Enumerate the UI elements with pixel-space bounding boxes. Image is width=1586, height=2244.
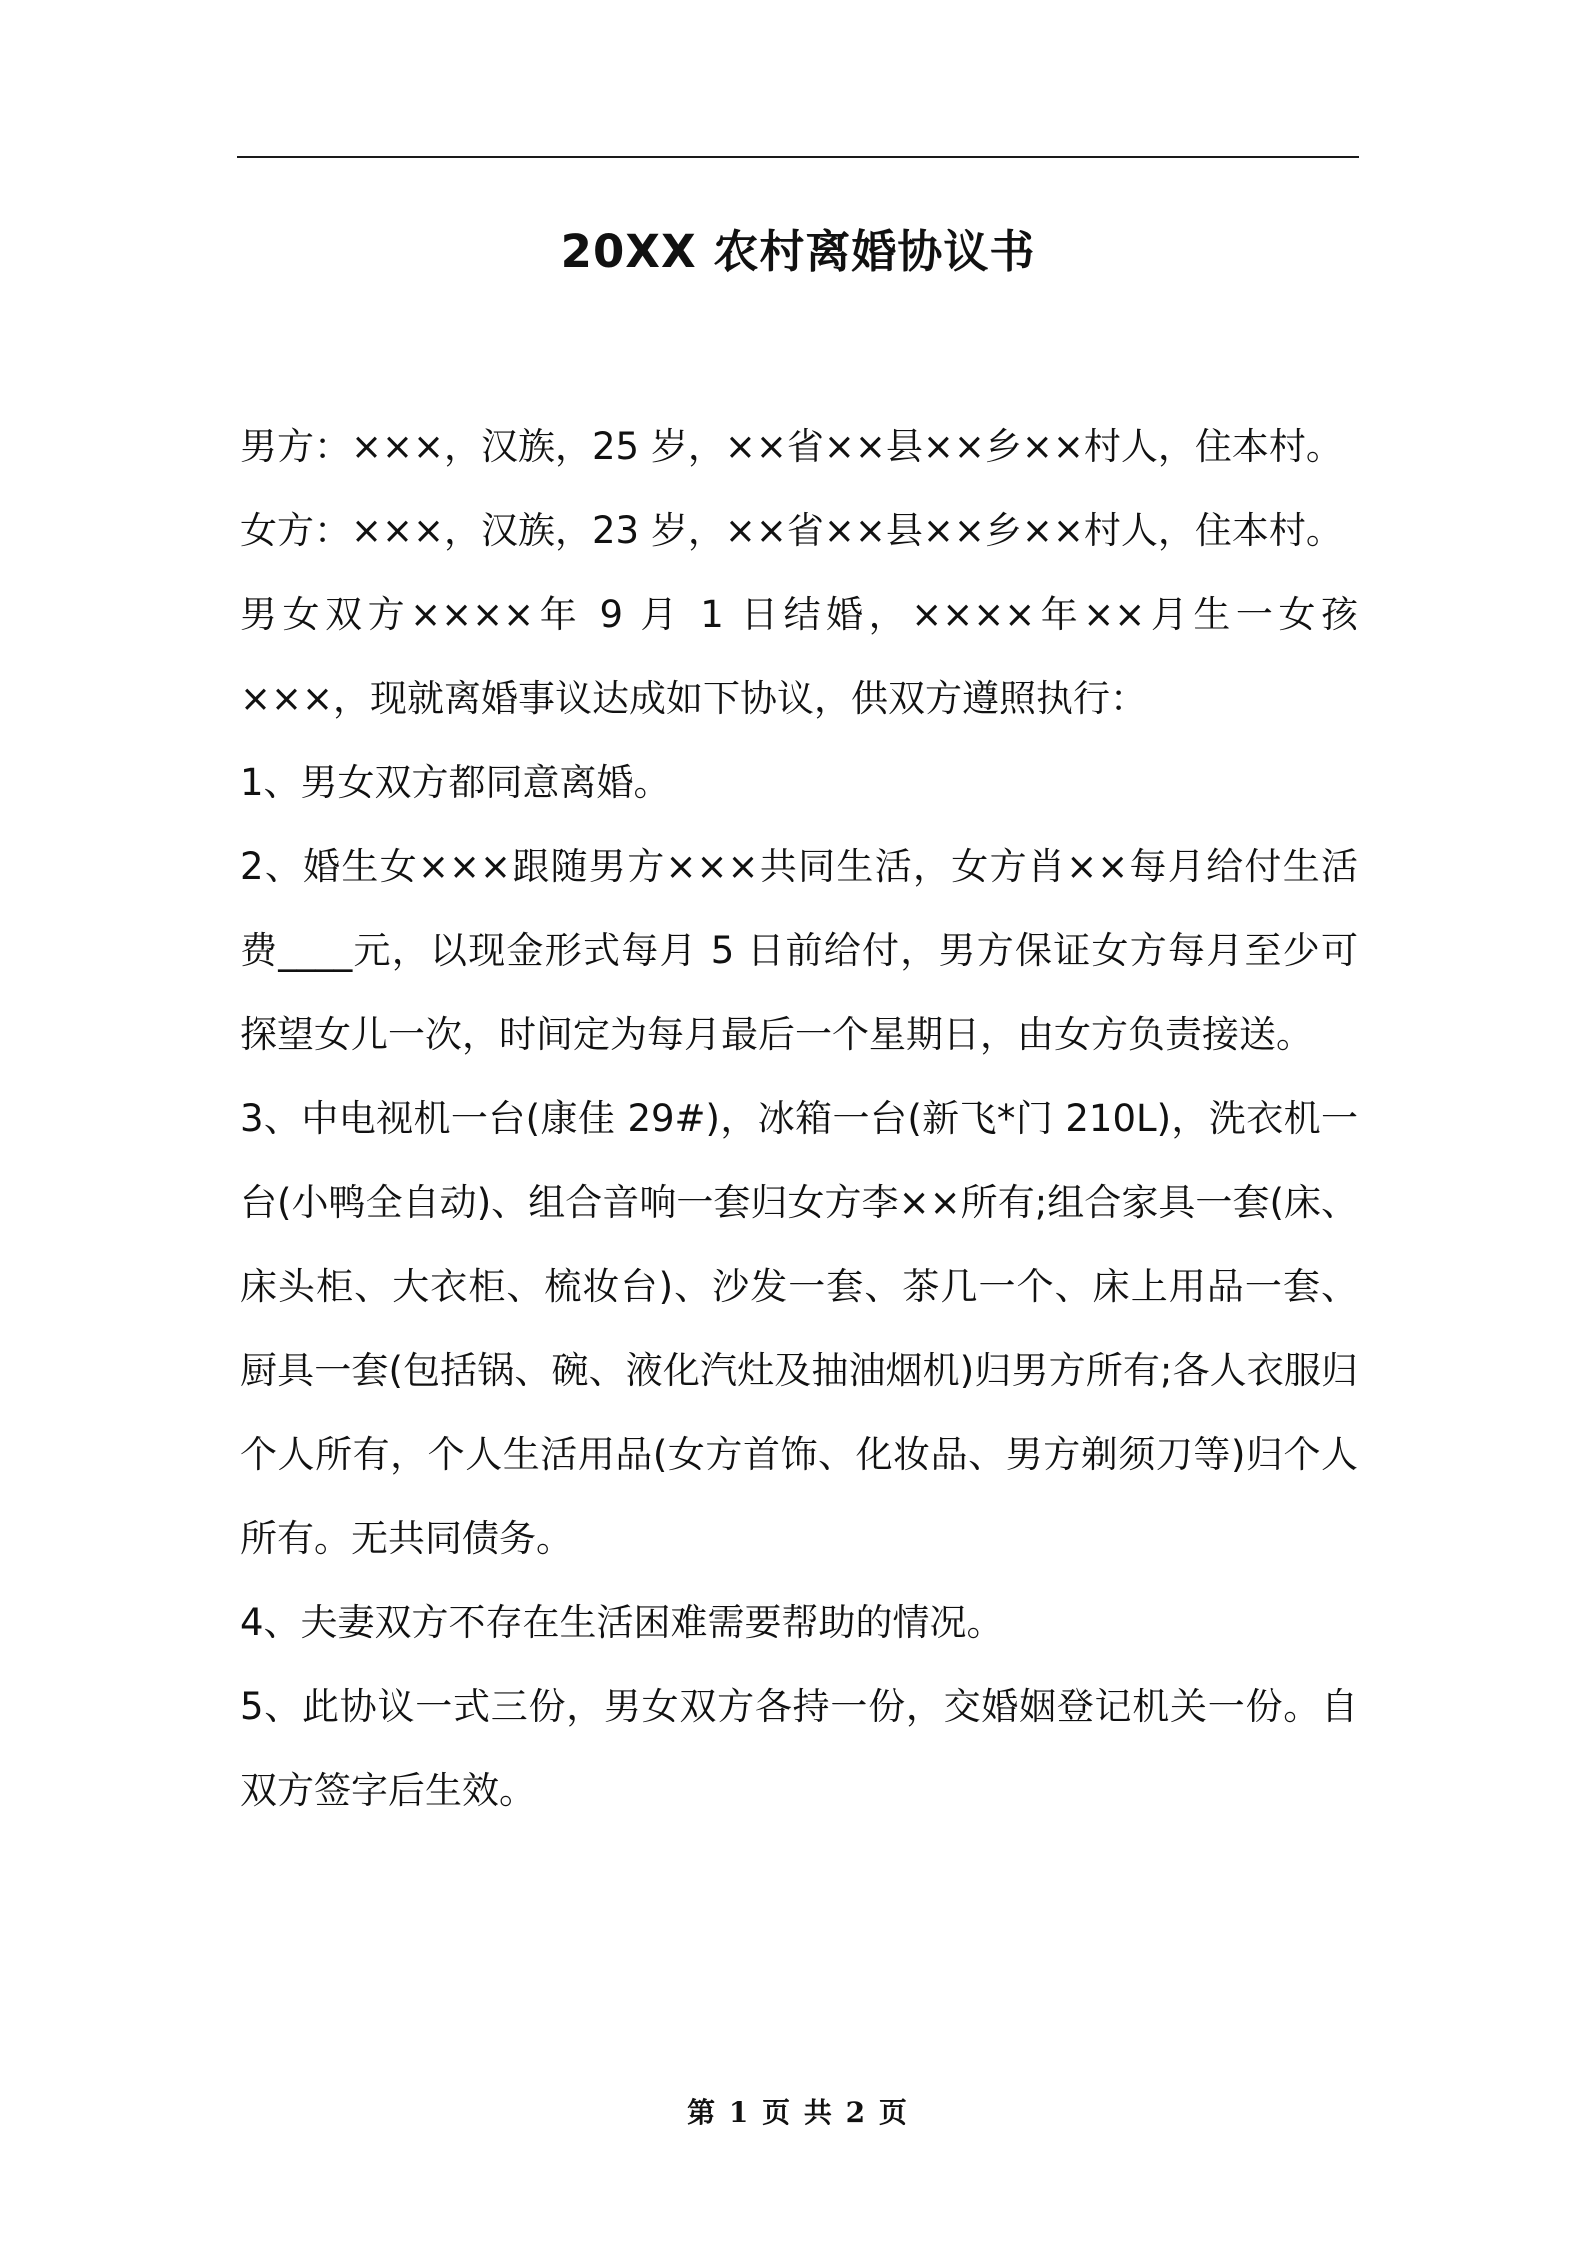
paragraph-female-party: 女方：×××，汉族，23 岁，××省××县××乡××村人，住本村。 <box>240 509 1343 552</box>
paragraph-clause-3: 3、中电视机一台(康佳 29#)，冰箱一台(新飞*门 210L)，洗衣机一台(小鸭全自动)、组合音响一套归女方李××所有;组合家具一套(床、床头柜、大衣柜、梳妆台)、沙发一套、茶几一个、床上用品一套、厨具一套(包括锅、碗、液化汽灶及抽油烟机)归男方所有;各人衣服归个人所有，个人生活用品(女方首饰、化妆品、男方剃须刀等)归个人所有。无共同债务。 <box>240 1097 1358 1560</box>
paragraph-marriage-background: 男女双方××××年 9 月 1 日结婚，××××年××月生一女孩×××，现就离婚事议达成如下协议，供双方遵照执行： <box>240 593 1358 720</box>
paragraph-male-party: 男方：×××，汉族，25 岁，××省××县××乡××村人，住本村。 <box>240 425 1343 468</box>
header-rule <box>237 156 1359 158</box>
paragraph-clause-1: 1、男女双方都同意离婚。 <box>240 761 671 804</box>
document-body <box>240 405 1358 1833</box>
page-number-footer: 第 1 页 共 2 页 <box>687 2096 909 2129</box>
paragraph-clause-5: 5、此协议一式三份，男女双方各持一份，交婚姻登记机关一份。自双方签字后生效。 <box>240 1685 1358 1812</box>
document-title: 20XX 农村离婚协议书 <box>560 225 1036 278</box>
paragraph-clause-4: 4、夫妻双方不存在生活困难需要帮助的情况。 <box>240 1601 1004 1644</box>
paragraph-clause-2: 2、婚生女×××跟随男方×××共同生活，女方肖××每月给付生活费____元，以现金形式每月 5 日前给付，男方保证女方每月至少可探望女儿一次，时间定为每月最后一个星期日，由女方负责接送。 <box>240 845 1358 1056</box>
